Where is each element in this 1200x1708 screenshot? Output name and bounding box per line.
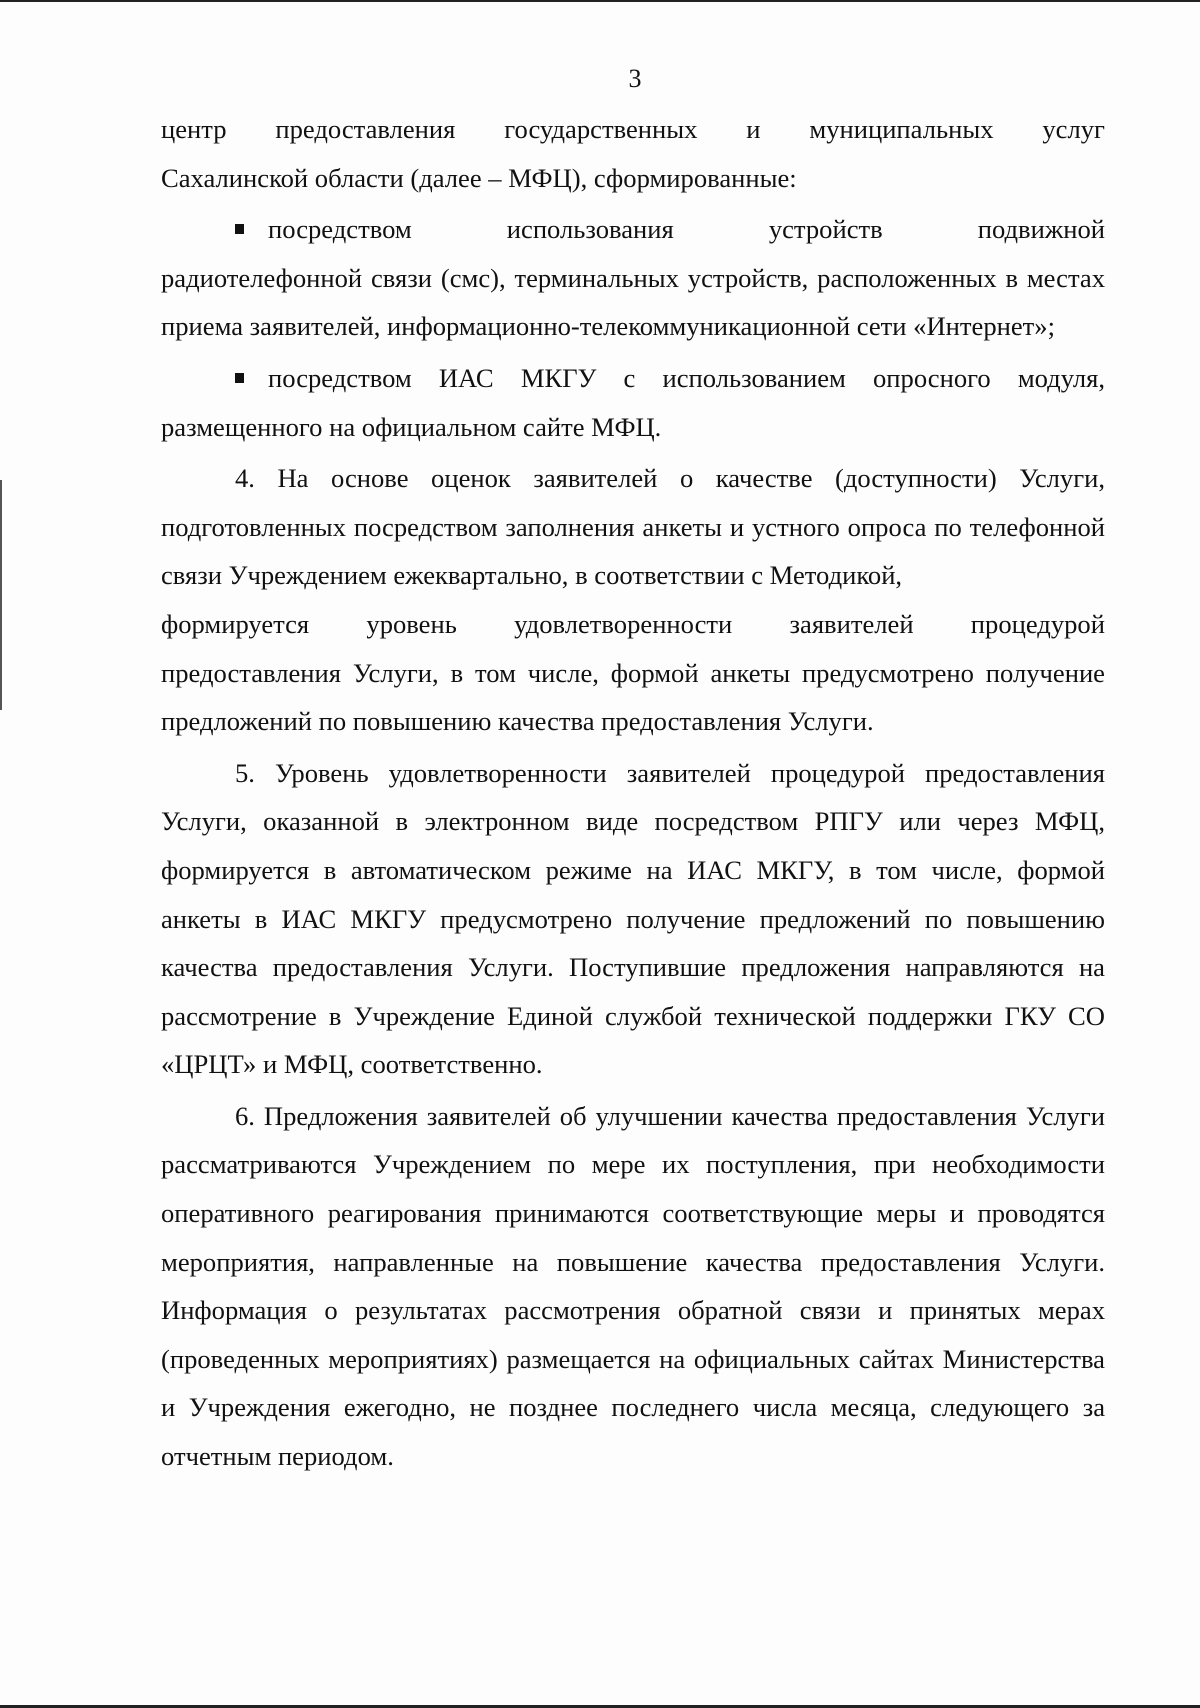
paragraph-5: 5. Уровень удовлетворенности заявителей процедурой предоставления Услуги, оказанной в электронном виде посредством РПГУ или через МФЦ, формируется в автоматическом режиме на ИАС МКГУ, в том числе, формой анкеты в ИАС МКГУ предусмотрено получение предложений по повышению качества предоставления Услуги. Поступившие предложения направляются на рассмотрение в Учреждение Единой службой технической поддержки ГКУ СО «ЦРЦТ» и МФЦ, соответственно. [161,757,1105,1080]
word: центр [161,114,227,144]
scan-edge-mark [0,480,2,710]
word: государственных [504,114,698,144]
word: предоставления [275,114,456,144]
word: муниципальных [809,114,994,144]
word: устройств [768,214,883,245]
word: и [746,114,761,144]
word: использования [506,214,674,245]
word: процедурой [970,608,1105,639]
bullet-item-2-text: посредством ИАС МКГУ с использованием опросного модуля, размещенного на официальном сайте МФЦ. [161,362,1105,442]
bullet-item-2 [161,354,1105,451]
word: посредством [268,214,412,245]
word: удовлетворенности [514,608,733,639]
paragraph-6: 6. Предложения заявителей об улучшении качества предоставления Услуги рассматриваются Учреждением по мере их поступления, при необходимости оперативного реагирования принимаются соответствующие меры и проводятся мероприятия, направленные на повышение качества предоставления Услуги. Информация о результатах рассмотрения обратной связи и принятых мерах (проведенных мероприятиях) размещается на официальных сайтах Министерства и Учреждения ежегодно, не позднее последнего числа месяца, следующего за отчетным периодом. [161,1100,1105,1472]
bullet-item-1-rest: радиотелефонной связи (смс), терминальных устройств, расположенных в местах приема заявителей, информационно-телекоммуникационной сети «Интернет»; [161,262,1105,342]
paragraph-4-spread-line [161,600,1105,649]
bullet-item-1-first-line [161,205,1105,254]
paragraph-4-part-b: предоставления Услуги, в том числе, формой анкеты предусмотрено получение предложений по повышению качества предоставления Услуги. [161,657,1105,737]
word: уровень [366,608,457,639]
bullet-square-icon [235,373,244,383]
top-border-line [0,0,1200,2]
page-number: 3 [628,64,642,93]
bullet-first-word-wrap [235,205,412,254]
word: услуг [1042,114,1105,144]
word: формируется [161,608,310,639]
paragraph-4-part-a: 4. На основе оценок заявителей о качестве (доступности) Услуги, подготовленных посредством заполнения анкеты и устного опроса по телефонной связи Учреждением ежеквартально, в соответствии с Методикой, [161,463,1105,591]
paragraph-line [161,105,1105,154]
word: подвижной [977,214,1105,245]
bullet-square-icon [235,224,244,234]
document-body [161,105,1105,1481]
paragraph-line: Сахалинской области (далее – МФЦ), сформированные: [161,162,797,193]
word: заявителей [789,608,914,639]
